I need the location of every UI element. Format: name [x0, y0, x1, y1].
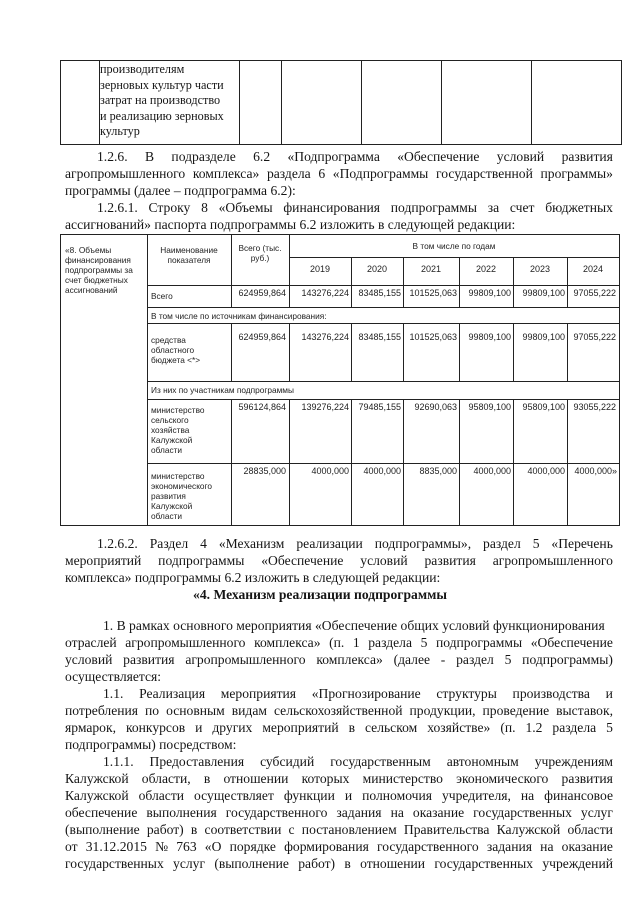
word: Правительства [403, 822, 490, 837]
paragraph-1-line-4: осуществляется: [65, 669, 162, 684]
previous-table-cell-text: производителям зерновых культур части затрат на производство и реализацию зерновых культур [100, 62, 224, 138]
paragraph-1-2-6-2-line-3: комплекса» подпрограммы 6.2 изложить в следующей редакции: [65, 570, 441, 585]
word: порядке [229, 839, 276, 854]
word: от [65, 839, 78, 854]
word: Предоставления [149, 754, 245, 769]
row-economy-ministry-2019: 4000,000 [311, 466, 349, 476]
paragraph-1-1-1-line-2 [65, 770, 613, 787]
word: области [138, 788, 185, 803]
row-agriculture-ministry-2024: 93055,222 [573, 402, 616, 412]
word: 6.2 [253, 149, 271, 164]
paragraph-1-1-line-1 [103, 685, 613, 702]
subheader-sources: В том числе по источникам финансирования: [151, 311, 327, 321]
paragraph-1-1-line-4: подпрограммы) посредством: [65, 737, 237, 752]
year-2022: 2022 [475, 264, 497, 274]
paragraph-1-2-6-line-1 [97, 148, 613, 165]
word: «Обеспечение [397, 149, 480, 164]
paragraph-1-1-1-line-7 [65, 855, 613, 872]
word: (п. [329, 635, 345, 650]
word: Калужской [496, 822, 561, 837]
row-agriculture-ministry-2020: 79485,155 [358, 402, 401, 412]
word: государственной [435, 166, 533, 181]
word: развития [561, 149, 613, 164]
row-economy-ministry-2021: 8835,000 [419, 466, 457, 476]
word: проведение [482, 703, 550, 718]
year-2020: 2020 [366, 264, 388, 274]
word: 5 [504, 652, 512, 667]
row-agriculture-ministry-2021: 92690,063 [414, 402, 457, 412]
word: услуг [173, 856, 206, 871]
word: 1.2.6.1. [97, 200, 138, 215]
word: условий [65, 652, 113, 667]
word: учреждений [542, 856, 613, 871]
row-agriculture-ministry-2023: 95809,100 [522, 402, 565, 412]
word: 1 [352, 635, 360, 650]
paragraph-1-2-6-line-3: программы (далее – подпрограмма 6.2): [65, 183, 296, 198]
word: министерство [362, 771, 443, 786]
word: раздела [552, 720, 597, 735]
word: (п. [500, 720, 516, 735]
paragraph-1-line-3 [65, 651, 613, 668]
word: экономического [456, 771, 549, 786]
word: 8 [201, 200, 208, 215]
word: основным [166, 703, 225, 718]
word: Калужской [65, 788, 129, 803]
word: развития [561, 771, 613, 786]
word: в [348, 720, 356, 735]
word: 31.12.2015 [85, 839, 147, 854]
word: 5 [606, 720, 613, 735]
word: по [145, 703, 160, 718]
row-total-2022: 99809,100 [468, 288, 511, 298]
row-regional-budget-2023: 99809,100 [522, 332, 565, 342]
word: отношении [223, 771, 289, 786]
word: «О [204, 839, 222, 854]
word: Строку [148, 200, 191, 215]
row-regional-budget-2024: 97055,222 [573, 332, 616, 342]
word: условий [496, 149, 545, 164]
word: и [344, 788, 353, 803]
word: государственных [65, 856, 164, 871]
financing-table [60, 234, 620, 526]
word: конкурсов [125, 720, 186, 735]
word: задания [336, 805, 382, 820]
word: «Обеспечение [530, 635, 613, 650]
word: оказание [561, 839, 613, 854]
word: (выполнение [214, 856, 289, 871]
word: «Прогнозирование [311, 686, 421, 701]
word: 5 [420, 635, 428, 650]
paragraph-1-2-6-line-2 [65, 165, 613, 182]
word: полномочия [362, 788, 433, 803]
word: подпрограммы», [374, 536, 472, 551]
word: других [212, 720, 253, 735]
year-2021: 2021 [420, 264, 442, 274]
paragraph-1-2-6-1-line-1 [97, 199, 613, 216]
year-2023: 2023 [529, 264, 551, 274]
word: которых [301, 771, 350, 786]
subheader-participants: Из них по участникам подпрограммы [151, 385, 294, 395]
row-total-name: Всего [151, 291, 173, 301]
word: В [144, 149, 155, 164]
word: Реализация [139, 686, 206, 701]
word: выполнения [146, 805, 217, 820]
word: оказание [412, 805, 465, 820]
word: ярмарок, [65, 720, 116, 735]
row-total-sum: 624959,864 [238, 288, 286, 298]
word: обеспечение [65, 805, 138, 820]
paragraph-1-2-6-2-line-1 [97, 535, 613, 552]
word: агропромышленного [125, 635, 246, 650]
word: мероприятий [262, 720, 339, 735]
header-years-group: В том числе по годам [412, 241, 496, 251]
word: в [203, 771, 211, 786]
paragraph-1-1-line-3 [65, 719, 613, 736]
word: подпрограммы) [522, 652, 613, 667]
word: государственных [434, 856, 534, 871]
word: подпрограммы [435, 635, 523, 650]
word: 763 [176, 839, 197, 854]
word: задания [486, 839, 532, 854]
word: раздел [456, 652, 494, 667]
word: комплекса» [192, 166, 260, 181]
word: «Подпрограмма [287, 149, 380, 164]
word: на [390, 805, 404, 820]
paragraph-1-2-6-1-line-2: ассигнований» паспорта подпрограммы 6.2 изложить в следующей редакции: [65, 217, 516, 232]
word: отношении [360, 856, 426, 871]
word: комплекса» [316, 652, 383, 667]
word: агропромышленного [185, 652, 306, 667]
word: № [155, 839, 169, 854]
word: раздел [483, 536, 521, 551]
header-total: Всего (тыс. руб.) [238, 243, 282, 263]
word: с [288, 822, 295, 837]
word: постановлением [301, 822, 397, 837]
word: 1.1.1. [103, 754, 134, 769]
word: финансирования [283, 200, 381, 215]
word: 5 [532, 536, 540, 551]
word: видам [231, 703, 267, 718]
row-economy-ministry-2023: 4000,000 [527, 466, 565, 476]
word: производства [512, 686, 590, 701]
word: хозяйстве» [427, 720, 491, 735]
row-economy-ministry-name: министерство экономического развития Калужской области [151, 471, 212, 521]
word: агропромышленного [492, 553, 613, 568]
word: 1.1. [103, 686, 124, 701]
row-regional-budget-2021: 101525,063 [409, 332, 457, 342]
word: Калужской [65, 771, 129, 786]
word: учредителя, [442, 788, 511, 803]
word: (далее [393, 652, 431, 667]
paragraph-1-1-1-line-3 [65, 787, 613, 804]
paragraph-1-2-6-2-line-2 [65, 552, 613, 569]
row-agriculture-ministry-name: министерство сельского хозяйства Калужской области [151, 405, 205, 455]
word: отраслей [65, 635, 117, 650]
row-total-2019: 143276,224 [301, 288, 349, 298]
word: условий [360, 553, 408, 568]
word: «Механизм [218, 536, 285, 551]
word: счет [509, 200, 535, 215]
word: подпрограммы [158, 553, 245, 568]
word: формирования [284, 839, 369, 854]
word: 6 [318, 166, 326, 181]
word: «Перечень [551, 536, 613, 551]
year-2019: 2019 [309, 264, 331, 274]
row-economy-ministry-2024: 4000,000» [574, 466, 617, 476]
section-heading: «4. Механизм реализации подпрограммы [193, 587, 447, 602]
row-total-2021: 101525,063 [409, 288, 457, 298]
word: государственного [225, 805, 328, 820]
paragraph-1-line-2 [65, 634, 613, 651]
word: работ) [298, 856, 336, 871]
paragraph-1-1-1-line-5 [65, 821, 613, 838]
row-agriculture-ministry-2019: 139276,224 [301, 402, 349, 412]
word: реализации [296, 536, 363, 551]
word: соответствии [204, 822, 282, 837]
row-total-2023: 99809,100 [522, 288, 565, 298]
paragraph-1-1-line-2 [65, 702, 613, 719]
word: сельском [364, 720, 418, 735]
word: в [344, 856, 351, 871]
row-label: «8. Объемы финансирования подпрограммы за счет бюджетных ассигнований [65, 245, 133, 295]
row-regional-budget-2020: 83485,155 [358, 332, 401, 342]
row-regional-budget-2022: 99809,100 [468, 332, 511, 342]
row-agriculture-ministry-sum: 596124,864 [238, 402, 286, 412]
word: «Подпрограммы [332, 166, 429, 181]
word: 1.2.6.2. [97, 536, 138, 551]
row-regional-budget-sum: 624959,864 [238, 332, 286, 342]
word: «Объемы [218, 200, 273, 215]
word: функции [283, 788, 335, 803]
word: 1.2 [525, 720, 543, 735]
word: выставок, [556, 703, 613, 718]
row-regional-budget-name: средства областного бюджета <*> [151, 335, 201, 365]
row-economy-ministry-sum: 28835,000 [243, 466, 286, 476]
header-indicator-name: Наименование показателя [160, 245, 218, 265]
word: подразделе [171, 149, 236, 164]
word: продукции, [409, 703, 476, 718]
word: и [195, 720, 203, 735]
word: осуществляет [194, 788, 274, 803]
word: бюджетных [545, 200, 613, 215]
word: в [190, 822, 198, 837]
word: развития [123, 652, 175, 667]
word: потребления [65, 703, 139, 718]
word: на [520, 788, 535, 803]
word: (выполнение [65, 822, 140, 837]
row-total-2024: 97055,222 [573, 288, 616, 298]
word: раздела [266, 166, 311, 181]
word: государственного [377, 839, 479, 854]
row-regional-budget-2019: 143276,224 [301, 332, 349, 342]
word: мероприятий [65, 553, 142, 568]
row-economy-ministry-2022: 4000,000 [473, 466, 511, 476]
word: Раздел [149, 536, 189, 551]
word: учреждениям [534, 754, 613, 769]
word: государственных [473, 805, 572, 820]
word: развития [424, 553, 476, 568]
word: структуры [436, 686, 497, 701]
word: комплекса» [254, 635, 321, 650]
word: программы» [540, 166, 613, 181]
row-total-2020: 83485,155 [358, 288, 401, 298]
word: за [487, 200, 500, 215]
row-agriculture-ministry-2022: 95809,100 [468, 402, 511, 412]
paragraph-1-1-1-line-4 [65, 804, 613, 821]
word: государственным [330, 754, 431, 769]
word: раздела [368, 635, 412, 650]
word: на [540, 839, 554, 854]
word: услуг [580, 805, 613, 820]
word: подпрограммы [390, 200, 477, 215]
word: 1.2.6. [97, 149, 128, 164]
paragraph-1-line-1: 1. В рамках основного мероприятия «Обеспечение общих условий функционирования [103, 618, 605, 633]
word: субсидий [260, 754, 315, 769]
word: области, [141, 771, 191, 786]
word: работ) [146, 822, 184, 837]
word: автономным [446, 754, 519, 769]
word: агропромышленного [65, 166, 186, 181]
word: «Обеспечение [261, 553, 344, 568]
paragraph-1-1-1-line-6 [65, 838, 613, 855]
row-economy-ministry-2020: 4000,000 [363, 466, 401, 476]
word: области [567, 822, 613, 837]
word: сельскохозяйственной [273, 703, 403, 718]
paragraph-1-1-1-line-1 [103, 753, 613, 770]
word: финансовое [544, 788, 613, 803]
word: мероприятия [220, 686, 297, 701]
word: 4 [200, 536, 207, 551]
word: - [440, 652, 446, 667]
year-2024: 2024 [582, 264, 604, 274]
word: и [605, 686, 613, 701]
